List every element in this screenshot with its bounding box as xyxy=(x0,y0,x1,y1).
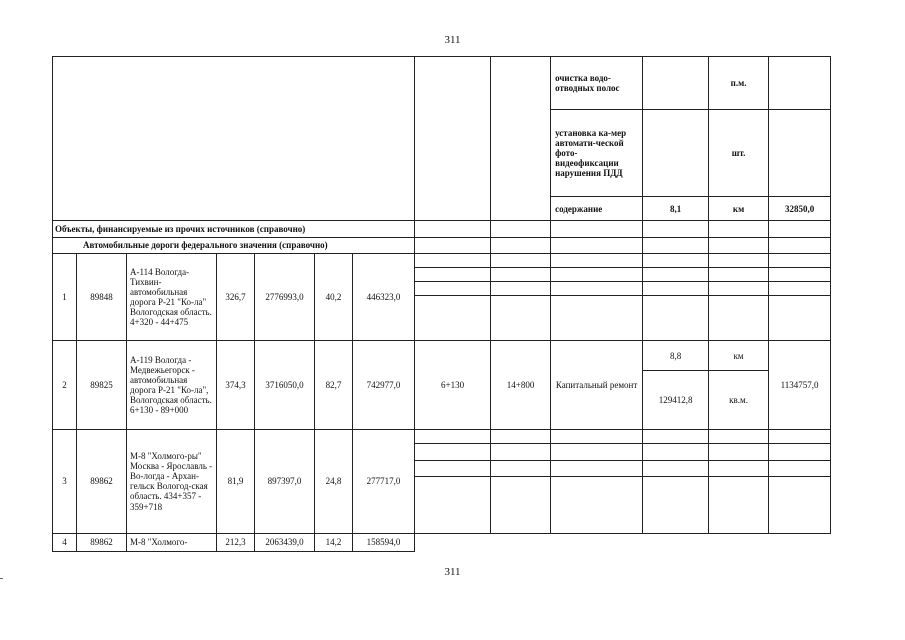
page-number-bottom: 311 xyxy=(444,566,461,578)
unit-cell: кв.м. xyxy=(709,371,769,430)
row-number: 2 xyxy=(53,340,77,429)
row-number: 4 xyxy=(53,533,77,551)
road-length: 81,9 xyxy=(217,430,255,533)
share-value: 82,7 xyxy=(315,340,353,429)
sum-cell: 1134757,0 xyxy=(769,340,831,429)
object-code: 89848 xyxy=(77,253,127,340)
quantity-cell xyxy=(643,109,709,196)
blank-merged-cell xyxy=(53,57,415,221)
unit-cell: км xyxy=(709,340,769,370)
quantity-cell xyxy=(643,57,709,110)
scan-mark xyxy=(0,578,3,579)
total-cost: 2776993,0 xyxy=(255,253,315,340)
road-length: 374,3 xyxy=(217,340,255,429)
object-code: 89862 xyxy=(77,533,127,551)
total-cost: 2063439,0 xyxy=(255,533,315,551)
unit-cell: км xyxy=(709,196,769,220)
sum-cell: 32850,0 xyxy=(769,196,831,220)
share-value: 40,2 xyxy=(315,253,353,340)
road-name: А-119 Вологда - Медвежьегорск - автомобильная дорога Р-21 "Ко-ла", Вологодская область. 6+130 - 89+000 xyxy=(127,340,217,429)
quantity-cell: 8,8 xyxy=(643,340,709,370)
total-cost: 897397,0 xyxy=(255,430,315,533)
blank-cell xyxy=(415,57,491,221)
quantity-cell: 129412,8 xyxy=(643,371,709,430)
amount-value: 446323,0 xyxy=(353,253,415,340)
blank-cell xyxy=(491,57,551,221)
document-table xyxy=(52,56,831,552)
sum-cell xyxy=(769,109,831,196)
object-code: 89825 xyxy=(77,340,127,429)
subsection-title: Автомобильные дороги федерального значения (справочно) xyxy=(53,237,415,253)
work-type-cell: содержание xyxy=(551,196,643,220)
amount-value: 158594,0 xyxy=(353,533,415,551)
unit-cell: п.м. xyxy=(709,57,769,110)
share-value: 14,2 xyxy=(315,533,353,551)
road-length: 212,3 xyxy=(217,533,255,551)
table-row xyxy=(53,533,831,551)
table-row xyxy=(53,430,831,444)
sum-cell xyxy=(769,57,831,110)
amount-value: 742977,0 xyxy=(353,340,415,429)
subsection-row xyxy=(53,237,831,253)
row-number: 3 xyxy=(53,430,77,533)
segment-start: 6+130 xyxy=(415,340,491,429)
road-name: М-8 "Холмого- xyxy=(127,533,217,551)
work-type-cell: очистка водо-отводных полос xyxy=(551,57,643,110)
section-title: Объекты, финансируемые из прочих источников (справочно) xyxy=(53,221,415,237)
page-number-top: 311 xyxy=(444,34,461,46)
amount-value: 277717,0 xyxy=(353,430,415,533)
unit-cell: шт. xyxy=(709,109,769,196)
table-row xyxy=(53,340,831,370)
road-name: М-8 "Холмого-ры" Москва - Ярославль - Во-логда - Архан-гельск Вологод-ская область. 434+357 - 359+718 xyxy=(127,430,217,533)
segment-end: 14+800 xyxy=(491,340,551,429)
total-cost: 3716050,0 xyxy=(255,340,315,429)
table-row xyxy=(53,57,831,110)
section-row xyxy=(53,221,831,237)
road-length: 326,7 xyxy=(217,253,255,340)
road-name: А-114 Вологда-Тихвин-автомобильная дорога Р-21 "Ко-ла" Вологодская область. 4+320 - 44+475 xyxy=(127,253,217,340)
row-number: 1 xyxy=(53,253,77,340)
share-value: 24,8 xyxy=(315,430,353,533)
work-type: Капитальный ремонт xyxy=(551,340,643,429)
table-row xyxy=(53,253,831,267)
object-code: 89862 xyxy=(77,430,127,533)
quantity-cell: 8,1 xyxy=(643,196,709,220)
work-type-cell: установка ка-мер автомати-ческой фото-видеофиксации нарушения ПДД xyxy=(551,109,643,196)
